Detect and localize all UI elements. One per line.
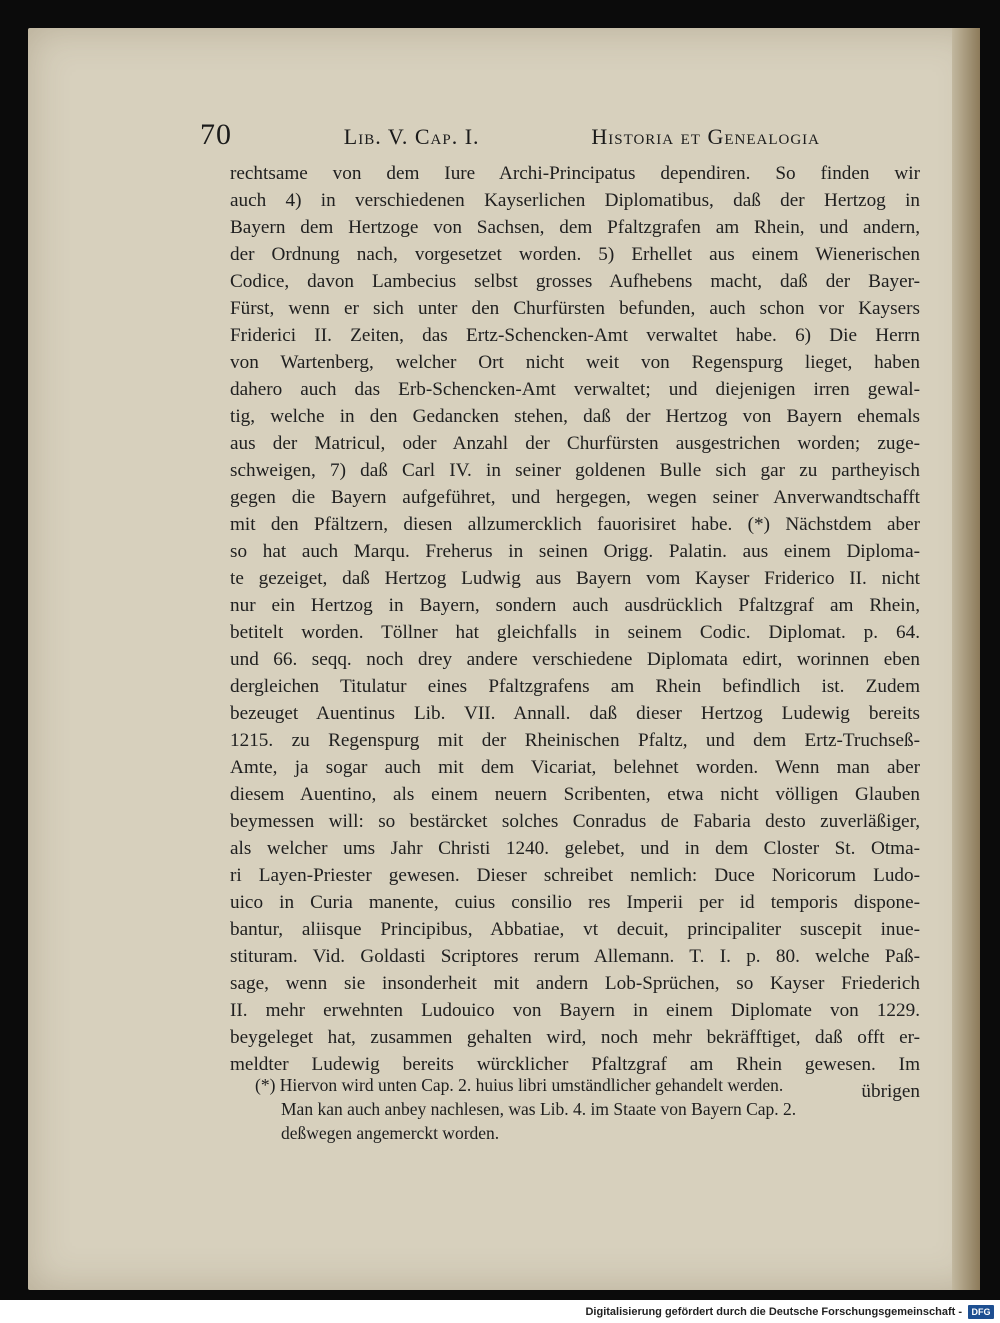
text-line: mit den Pfältzern, diesen allzumercklich fauorisiret habe. (*) Nächstdem aber: [230, 514, 920, 535]
text-line: dahero auch das Erb-Schencken-Amt verwaltet; und diejenigen irren gewal-: [230, 379, 920, 400]
text-line: und 66. seqq. noch drey andere verschiedene Diplomata edirt, worinnen eben: [230, 649, 920, 670]
text-line: gegen die Bayern aufgeführet, und hergegen, wegen seiner Anverwandtschafft: [230, 487, 920, 508]
text-line: aus der Matricul, oder Anzahl der Churfürsten ausgestrichen worden; zuge-: [230, 433, 920, 454]
running-title: Historia et Genealogia: [591, 124, 820, 149]
text-line: der Ordnung nach, vorgesetzet worden. 5) Erhellet aus einem Wienerischen: [230, 244, 920, 265]
text-line: auch 4) in verschiedenen Kayserlichen Diplomatibus, daß der Hertzog in: [230, 190, 920, 211]
text-line: te gezeiget, daß Hertzog Ludwig aus Bayern vom Kayser Friderico II. nicht: [230, 568, 920, 589]
footnote-block: [255, 1073, 925, 1145]
main-text-block: [230, 160, 920, 1105]
text-line: beygeleget hat, zusammen gehalten wird, noch mehr bekräfftiget, daß offt er-: [230, 1027, 920, 1048]
text-line: 1215. zu Regenspurg mit der Rheinischen Pfaltz, und dem Ertz-Truchseß-: [230, 730, 920, 751]
text-line: beymessen will: so bestärcket solches Conradus de Fabaria desto zuverläßiger,: [230, 811, 920, 832]
text-line: schweigen, 7) daß Carl IV. in seiner goldenen Bulle sich gar zu partheyisch: [230, 460, 920, 481]
text-line: so hat auch Marqu. Freherus in seinen Origg. Palatin. aus einem Diploma-: [230, 541, 920, 562]
text-line: uico in Curia manente, cuius consilio res Imperii per id temporis dispone-: [230, 892, 920, 913]
text-line: als welcher ums Jahr Christi 1240. gelebet, und in dem Closter St. Otma-: [230, 838, 920, 859]
text-line: Codice, davon Lambecius selbst grosses Aufhebens macht, daß der Bayer-: [230, 271, 920, 292]
text-line: diesem Auentino, als einem neuern Scribenten, etwa nicht völligen Glauben: [230, 784, 920, 805]
text-line: von Wartenberg, welcher Ort nicht weit von Regenspurg lieget, haben: [230, 352, 920, 373]
book-chapter-label: Lib. V. Cap. I.: [343, 124, 480, 149]
text-line: betitelt worden. Töllner hat gleichfalls in seinem Codic. Diplomat. p. 64.: [230, 622, 920, 643]
footnote-line: (*) Hiervon wird unten Cap. 2. huius libri umständlicher gehandelt werden.: [255, 1075, 784, 1095]
text-line: meldter Ludewig bereits würcklicher Pfaltzgraf am Rhein gewesen. Im: [230, 1054, 920, 1075]
footnote-line: Man kan auch anbey nachlesen, was Lib. 4. im Staate von Bayern Cap. 2.: [281, 1099, 797, 1119]
page-edge: [952, 28, 980, 1290]
text-line: nur ein Hertzog in Bayern, sondern auch ausdrücklich Pfaltzgraf am Rhein,: [230, 595, 920, 616]
text-line: II. mehr erwehnten Ludouico von Bayern in einem Diplomate von 1229.: [230, 1000, 920, 1021]
text-line: Friderici II. Zeiten, das Ertz-Schencken-Amt verwaltet habe. 6) Die Herrn: [230, 325, 920, 346]
dfg-logo-icon: DFG: [968, 1305, 994, 1319]
text-line: dergleichen Titulatur eines Pfaltzgrafens am Rhein befindlich ist. Zudem: [230, 676, 920, 697]
text-line: sage, wenn sie insonderheit mit andern Lob-Sprüchen, so Kayser Friederich: [230, 973, 920, 994]
text-line: Amte, ja sogar auch mit dem Vicariat, belehnet worden. Wenn man aber: [230, 757, 920, 778]
text-line: bezeuget Auentinus Lib. VII. Annall. daß dieser Hertzog Ludewig bereits: [230, 703, 920, 724]
text-line: bantur, aliisque Principibus, Abbatiae, vt decuit, principaliter suscepit inue-: [230, 919, 920, 940]
text-line: rechtsame von dem Iure Archi-Principatus dependiren. So finden wir: [230, 163, 920, 184]
text-line: ri Layen-Priester gewesen. Dieser schreibet nemlich: Duce Noricorum Ludo-: [230, 865, 920, 886]
text-line: Fürst, wenn er sich unter den Churfürsten befunden, auch schon vor Kaysers: [230, 298, 920, 319]
catchword: übrigen: [861, 1081, 920, 1102]
footer-credit: Digitalisierung gefördert durch die Deutsche Forschungsgemeinschaft -: [585, 1305, 962, 1318]
text-line: tig, welche in den Gedancken stehen, daß der Hertzog von Bayern ehemals: [230, 406, 920, 427]
footnote-line: deßwegen angemerckt worden.: [281, 1123, 500, 1143]
digitization-footer: [0, 1300, 1000, 1323]
page-number: 70: [200, 118, 232, 151]
text-line: stituram. Vid. Goldasti Scriptores rerum Allemann. T. I. p. 80. welche Paß-: [230, 946, 920, 967]
running-head: [200, 118, 820, 154]
text-line: Bayern dem Hertzoge von Sachsen, dem Pfaltzgrafen am Rhein, und andern,: [230, 217, 920, 238]
